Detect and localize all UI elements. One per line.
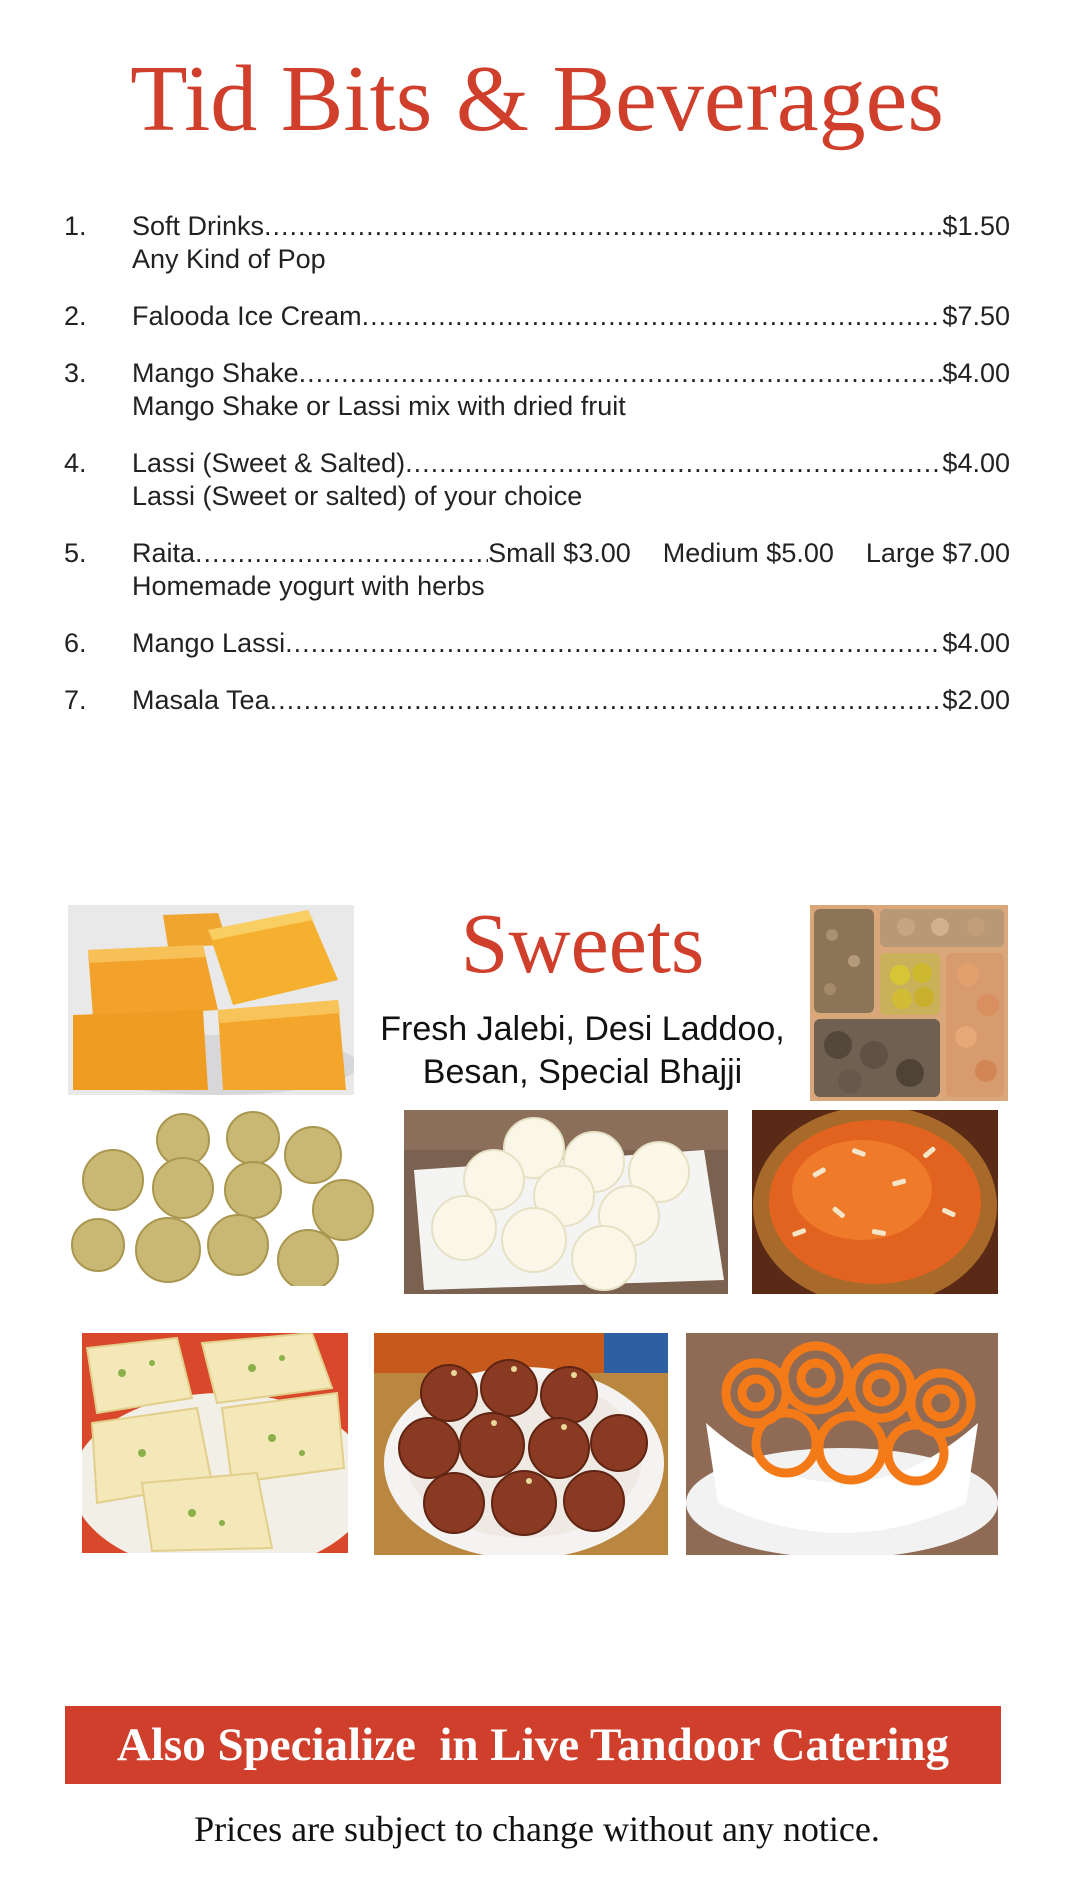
item-number: 6.: [64, 628, 87, 658]
dot-leader: [264, 210, 942, 243]
item-number: 4.: [64, 448, 87, 478]
menu-item: [64, 300, 1010, 333]
size-price-large: Large $7.00: [865, 538, 1010, 568]
item-number: 3.: [64, 358, 87, 388]
size-prices: [488, 537, 1010, 570]
photo-gajar-halwa: [752, 1110, 998, 1294]
item-price: $1.50: [942, 211, 1010, 241]
sweets-title: Sweets: [460, 895, 705, 991]
photo-dry-fruits: [810, 905, 1008, 1101]
dot-leader: [299, 357, 943, 390]
item-description: Homemade yogurt with herbs: [132, 571, 485, 601]
menu-item: [64, 684, 1010, 717]
item-description: Any Kind of Pop: [132, 244, 326, 274]
item-price: $2.00: [942, 685, 1010, 715]
beverage-menu: [64, 210, 1010, 741]
item-name: Masala Tea: [132, 685, 270, 715]
dot-leader: [405, 447, 942, 480]
dot-leader: [195, 537, 488, 570]
size-price-small: Small $3.00: [488, 538, 631, 568]
item-name: Soft Drinks: [132, 211, 265, 241]
photo-gulab-jamun: [374, 1333, 668, 1555]
page-title: Tid Bits & Beverages: [130, 47, 944, 151]
photo-barfi: [82, 1333, 348, 1553]
item-description: Lassi (Sweet or salted) of your choice: [132, 481, 583, 511]
menu-item: [64, 627, 1010, 660]
item-name: Falooda Ice Cream: [132, 301, 362, 331]
item-price: $7.50: [942, 301, 1010, 331]
dot-leader: [362, 300, 943, 333]
menu-item: [64, 537, 1010, 603]
item-number: 2.: [64, 301, 87, 331]
dot-leader: [285, 627, 942, 660]
item-number: 1.: [64, 211, 87, 241]
item-name: Mango Shake: [132, 358, 299, 388]
item-name: Mango Lassi: [132, 628, 286, 658]
sweets-description: [370, 1008, 795, 1094]
dot-leader: [270, 684, 943, 717]
item-price: $4.00: [942, 358, 1010, 388]
menu-item: [64, 357, 1010, 423]
item-price: $4.00: [942, 448, 1010, 478]
size-price-medium: Medium $5.00: [662, 538, 834, 568]
item-price: $4.00: [942, 628, 1010, 658]
item-name: Lassi (Sweet & Salted): [132, 448, 406, 478]
item-number: 7.: [64, 685, 87, 715]
photo-mysore-pak: [68, 905, 354, 1095]
photo-jalebi: [686, 1333, 998, 1555]
sweets-line-2: Besan, Special Bhajji: [422, 1053, 743, 1091]
menu-item: [64, 210, 1010, 276]
menu-item: [64, 447, 1010, 513]
sweets-line-1: Fresh Jalebi, Desi Laddoo,: [380, 1010, 785, 1048]
photo-besan-laddoo: [68, 1110, 386, 1286]
price-notice: Prices are subject to change without any notice.: [194, 1809, 880, 1849]
item-number: 5.: [64, 538, 87, 568]
catering-banner: Also Specialize in Live Tandoor Catering: [65, 1706, 1001, 1784]
item-description: Mango Shake or Lassi mix with dried fruit: [132, 391, 626, 421]
photo-rasgulla: [404, 1110, 728, 1294]
item-name: Raita: [132, 538, 196, 568]
